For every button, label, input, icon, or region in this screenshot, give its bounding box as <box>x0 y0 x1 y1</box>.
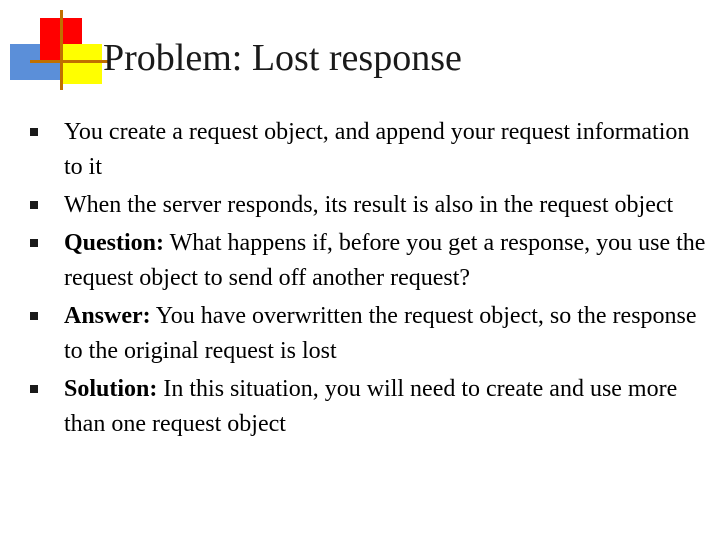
bullet-text: What happens if, before you get a response, you use the request object to send off another request? <box>64 230 706 291</box>
horizontal-line <box>30 60 110 63</box>
slide-title: Problem: Lost response <box>103 37 462 79</box>
bullet-item <box>30 299 710 369</box>
bullet-list <box>30 115 710 445</box>
bullet-label: Answer: <box>64 303 151 329</box>
bullet-label: Question: <box>64 230 165 256</box>
bullet-item <box>30 188 710 223</box>
bullet-item <box>30 226 710 296</box>
bullet-square-icon <box>30 201 38 209</box>
vertical-line <box>60 10 63 90</box>
bullet-text: You create a request object, and append your request information to it <box>64 119 690 180</box>
bullet-item <box>30 115 710 185</box>
bullet-square-icon <box>30 128 38 136</box>
bullet-square-icon <box>30 239 38 247</box>
bullet-text: In this situation, you will need to create and use more than one request object <box>64 376 678 437</box>
bullet-square-icon <box>30 312 38 320</box>
bullet-square-icon <box>30 385 38 393</box>
bullet-text: When the server responds, its result is also in the request object <box>64 192 674 218</box>
bullet-label: Solution: <box>64 376 158 402</box>
decorative-squares-logo <box>0 0 110 90</box>
yellow-square <box>62 44 102 84</box>
bullet-text: You have overwritten the request object, so the response to the original request is lost <box>64 303 697 364</box>
bullet-item <box>30 372 710 442</box>
